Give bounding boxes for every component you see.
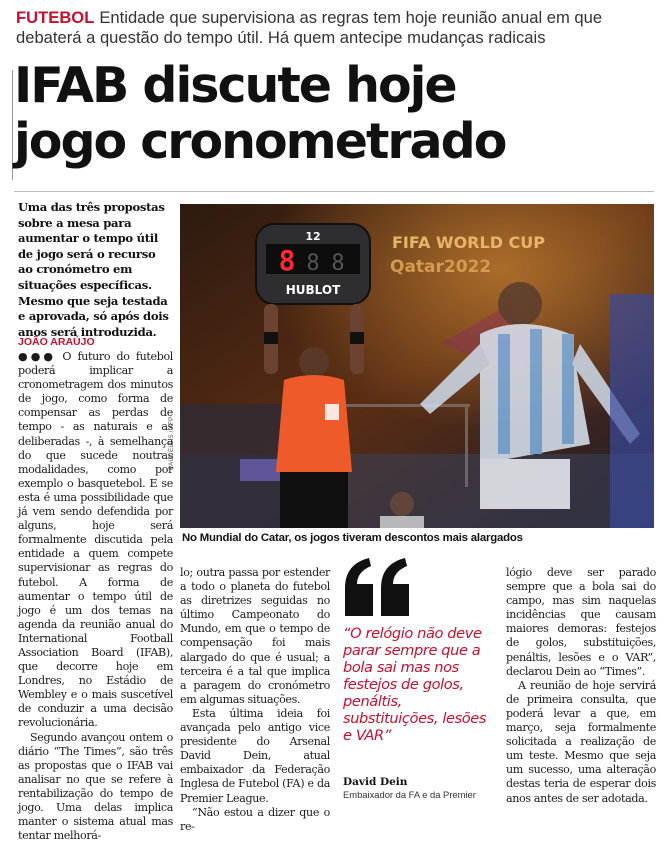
column-3-paragraph-1: lógio deve ser parado sempre que a bola sai do campo, mas sim naquelas incidências que causam maiores demoras: festejos de golos, substituições, penáltis, lesões e o VAR”, declarou Dein ao “Times”. [506, 566, 656, 678]
byline: JOÃO ARAÚJO [18, 336, 95, 348]
headline-line-2: jogo cronometrado [14, 113, 506, 170]
banner-line-1: FIFA WORLD CUP [392, 233, 546, 252]
kicker [16, 8, 656, 48]
column-2-paragraph-1: lo; outra passa por estender a todo o planeta do futebol as diretrizes seguidas no último Campeonato do Mundo, em que o tempo de compensação foi mais alargado do que é usual; a terceira é a tal que implica a paragem do cronómetro em algumas situações. [180, 566, 330, 706]
board-brand: HUBLOT [285, 283, 341, 297]
pullquote-author: David Dein [343, 776, 408, 788]
column-1-paragraph-1 [18, 350, 173, 731]
column-1-text-1: O futuro do futebol poderá implicar a cronometragem dos minutos de jogo, como forma de compensar as perdas de tempo - as naturais e as deliberadas -, à semelhança do que sucede noutras modalidades, como por exemplo o basquetebol. E se esta é uma possibilidade que já vem sendo defendida por alguns, hoje será formalmente discutida pela entidade a quem compete supervisionar as regras do futebol. A forma de aumentar o tempo útil de jogo é um dos temas na agenda da reunião anual do International Football Association Board (IFAB), que decorre hoje em Londres, no Estádio de Wembley e o mais suscetível de conduzir a uma decisão revolucionária. [18, 350, 173, 730]
photo-credit: PAUL ELLIS / AFP [168, 416, 175, 470]
column-2-paragraph-3: “Não estou a dizer que o re- [180, 805, 330, 833]
pullquote-author-role: Embaixador da FA e da Premier [343, 789, 476, 800]
board-digit-2: 8 [306, 251, 320, 276]
divider-horizontal [14, 191, 654, 192]
section-tag: FUTEBOL [16, 8, 95, 27]
divider-vertical [12, 70, 13, 180]
headline [14, 58, 659, 170]
column-3-paragraph-2: A reunião de hoje servirá de primeira consulta, que poderá levar a que, em março, seja formalmente solicitada a realização de um teste. Mesmo que seja um sucesso, uma alteração destas teria de esperar dois anos antes de ser adotada. [506, 678, 656, 805]
kicker-text: Entidade que supervisiona as regras tem hoje reunião anual em que debaterá a questão do tempo útil. Há quem antecipe mudanças radicais [16, 8, 603, 47]
board-number: 12 [305, 230, 321, 243]
bullet-dots-icon: ●●● [18, 350, 57, 363]
column-2-paragraph-2: Esta última ideia foi avançada pelo antigo vice presidente do Arsenal David Dein, atual embaixador da Federação Inglesa de Futebol (FA) e da Premier League. [180, 706, 330, 805]
photo-illustration [180, 204, 654, 528]
headline-line-1: IFAB discute hoje [14, 57, 456, 114]
board-digit-1: 8 [278, 244, 296, 277]
article-column-3 [506, 566, 656, 806]
article-column-2 [180, 566, 330, 834]
board-digit-3: 8 [331, 251, 345, 276]
substitution-board [256, 224, 370, 304]
quote-mark-icon [343, 556, 413, 618]
article-photo [180, 204, 654, 528]
lead-paragraph: Uma das três propostas sobre a mesa para aumentar o tempo útil de jogo será o recurso ao cronómetro em situações específicas. Mesmo que seja testada e aprovada, só após dois anos será introduzida. [18, 200, 169, 339]
pullquote-text: “O relógio não deve parar sempre que a bola sai mas nos festejos de golos, penáltis, substituições, lesões e VAR” [343, 625, 487, 744]
column-1-paragraph-2: Segundo avançou ontem o diário “The Times”, são três as propostas que o IFAB vai analisar no que se refere à rentabilização do tempo de jogo. Uma delas implica manter o sistema atual mas tentar melhorá- [18, 730, 173, 843]
article-column-1 [18, 350, 173, 843]
banner-line-2: Qatar2022 [390, 257, 492, 277]
photo-caption: No Mundial do Catar, os jogos tiveram descontos mais alargados [182, 532, 523, 544]
